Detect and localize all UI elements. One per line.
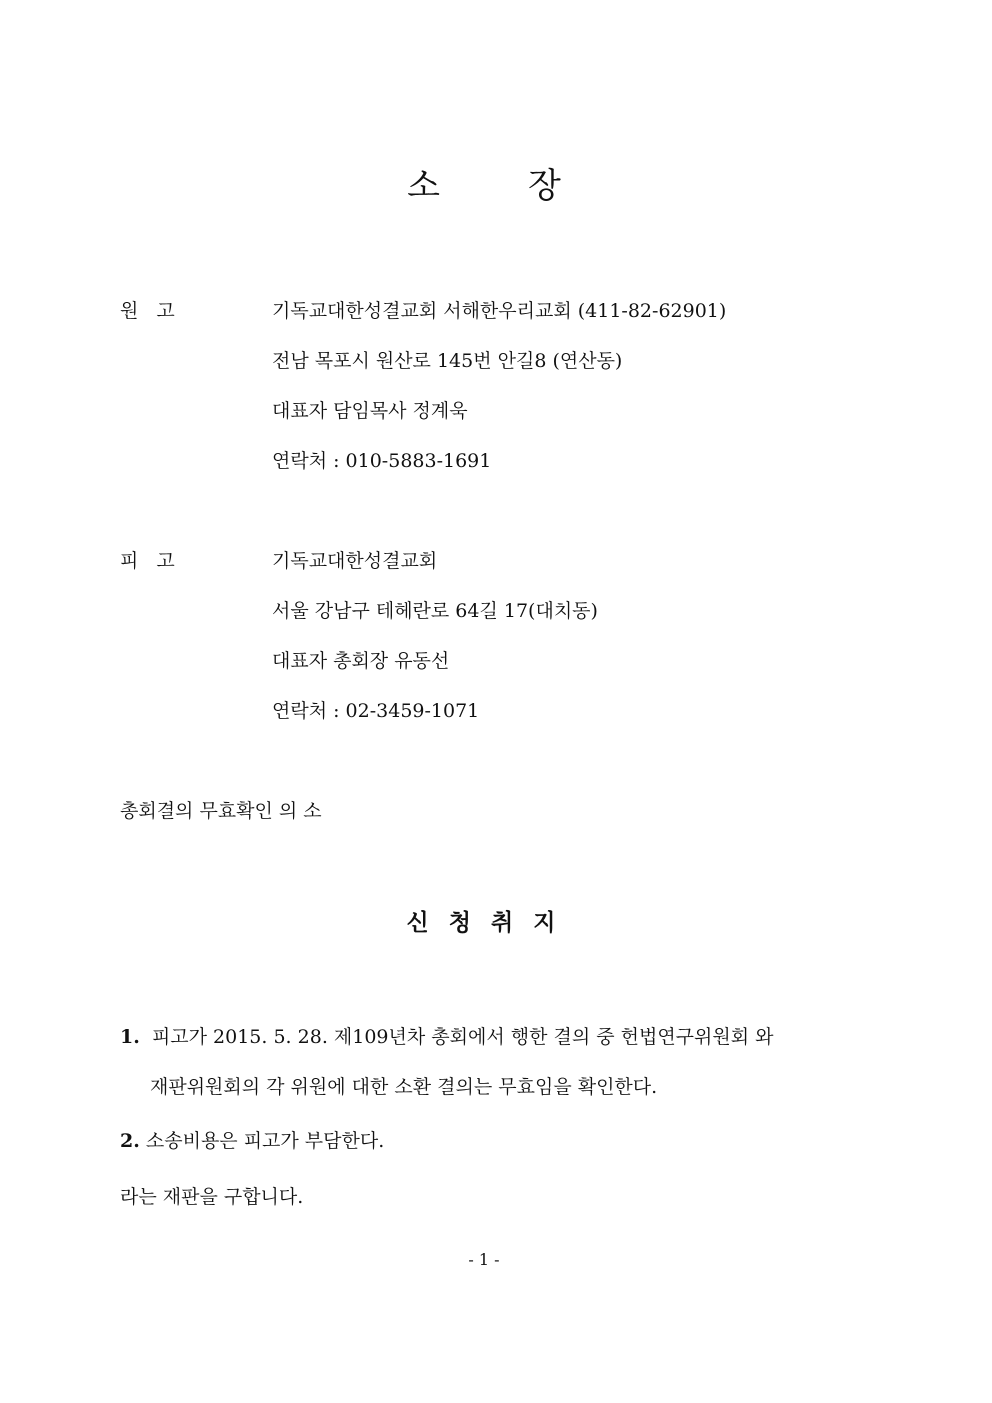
document-title-char-1: 소 [407, 166, 440, 206]
plaintiff-contact: 연락처 : 010-5883-1691 [272, 450, 492, 472]
claim-1-number: 1. [120, 1026, 140, 1048]
section-title: 신 청 취 지 [406, 909, 562, 936]
claim-1 [120, 1022, 773, 1049]
case-name: 총회결의 무효확인 의 소 [120, 800, 322, 822]
plaintiff-representative: 대표자 담임목사 정계욱 [272, 400, 468, 422]
defendant-name: 기독교대한성결교회 [272, 550, 438, 572]
claim-1-text: 피고가 2015. 5. 28. 제109년차 총회에서 행한 결의 중 헌법연구위원회 와 [151, 1026, 774, 1048]
claim-1-continuation: 재판위원회의 각 위원에 대한 소환 결의는 무효임을 확인한다. [150, 1076, 658, 1098]
claim-2 [120, 1126, 384, 1153]
defendant-contact: 연락처 : 02-3459-1071 [272, 700, 480, 722]
claim-2-number: 2. [120, 1130, 140, 1152]
defendant-address: 서울 강남구 테헤란로 64길 17(대치동) [272, 600, 598, 622]
document-title-char-2: 장 [528, 166, 561, 206]
defendant-label: 피 고 [120, 550, 175, 572]
plaintiff-address: 전남 목포시 원산로 145번 안길8 (연산동) [272, 350, 623, 372]
plaintiff-label: 원 고 [120, 300, 175, 322]
page-number: - 1 - [468, 1250, 500, 1269]
document-title [0, 158, 968, 207]
closing-text: 라는 재판을 구합니다. [120, 1186, 304, 1208]
defendant-representative: 대표자 총회장 유동선 [272, 650, 450, 672]
claim-2-text: 소송비용은 피고가 부담한다. [145, 1130, 385, 1152]
plaintiff-name: 기독교대한성결교회 서해한우리교회 (411-82-62901) [272, 300, 727, 322]
